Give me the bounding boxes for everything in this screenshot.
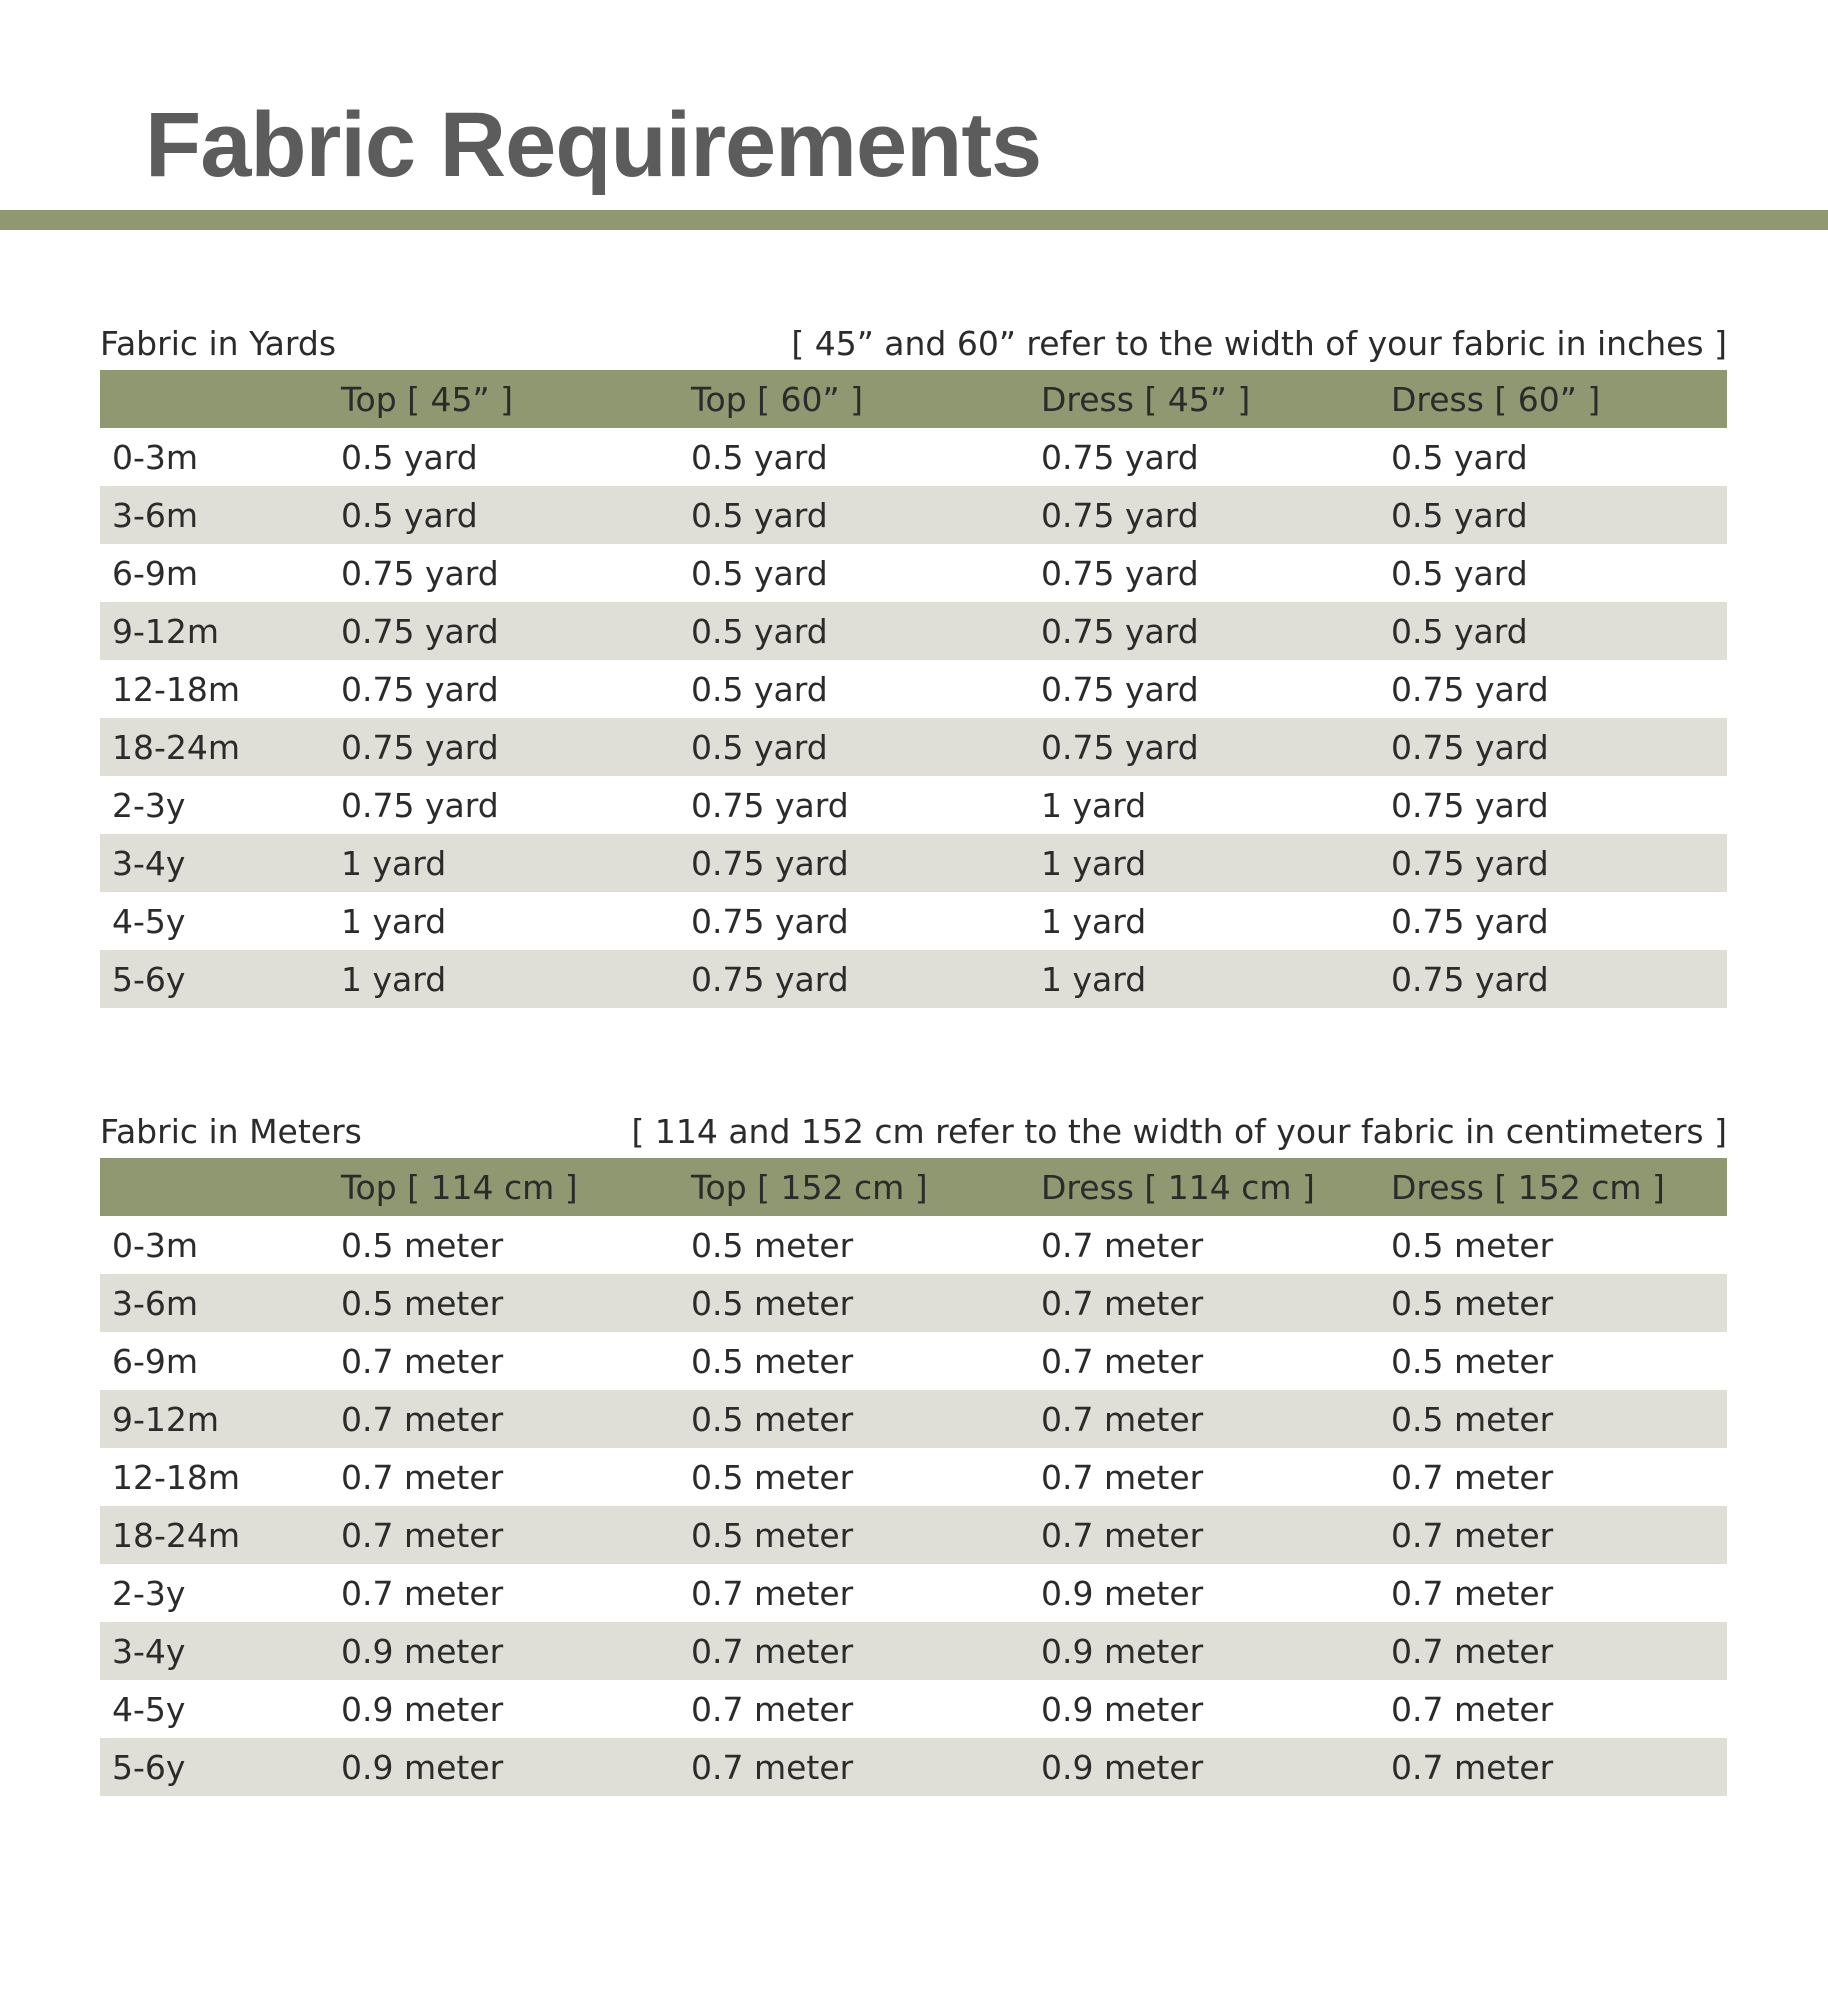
amount-cell: 0.75 yard <box>1041 611 1199 651</box>
size-cell: 3-4y <box>112 843 186 883</box>
size-column-header <box>100 370 341 428</box>
amount-cell: 0.9 meter <box>341 1747 504 1787</box>
amount-cell: 0.5 meter <box>691 1225 854 1265</box>
table-row <box>100 1680 1727 1738</box>
amount-cell: 0.7 meter <box>1391 1689 1554 1729</box>
column-header: Top [ 114 cm ] <box>341 1167 578 1207</box>
table-row <box>100 1506 1727 1564</box>
meters-table-label: Fabric in Meters <box>100 1112 362 1151</box>
amount-cell: 0.7 meter <box>341 1515 504 1555</box>
amount-cell: 0.5 meter <box>1391 1399 1554 1439</box>
amount-cell: 0.7 meter <box>1041 1457 1204 1497</box>
size-cell: 3-6m <box>112 1283 199 1323</box>
table-row <box>100 1274 1727 1332</box>
amount-cell: 0.5 meter <box>341 1283 504 1323</box>
amount-cell: 0.7 meter <box>1041 1341 1204 1381</box>
amount-cell: 0.5 yard <box>341 495 478 535</box>
column-header: Dress [ 152 cm ] <box>1391 1167 1665 1207</box>
amount-cell: 0.75 yard <box>1391 669 1549 709</box>
amount-cell: 0.7 meter <box>1391 1747 1554 1787</box>
amount-cell: 0.7 meter <box>691 1573 854 1613</box>
amount-cell: 0.9 meter <box>1041 1689 1204 1729</box>
yards-section <box>100 318 1727 1008</box>
amount-cell: 1 yard <box>1041 843 1147 883</box>
amount-cell: 0.75 yard <box>341 727 499 767</box>
table-row <box>100 718 1727 776</box>
meters-header-row <box>100 1158 1727 1216</box>
amount-cell: 0.5 meter <box>691 1341 854 1381</box>
column-header: Top [ 152 cm ] <box>691 1167 928 1207</box>
size-cell: 6-9m <box>112 553 199 593</box>
amount-cell: 0.5 meter <box>1391 1283 1554 1323</box>
size-cell: 12-18m <box>112 669 241 709</box>
yards-table <box>100 370 1727 1008</box>
amount-cell: 0.75 yard <box>691 959 849 999</box>
amount-cell: 0.9 meter <box>1041 1747 1204 1787</box>
amount-cell: 0.9 meter <box>1041 1573 1204 1613</box>
amount-cell: 0.5 yard <box>691 553 828 593</box>
amount-cell: 0.9 meter <box>1041 1631 1204 1671</box>
amount-cell: 0.5 yard <box>691 437 828 477</box>
amount-cell: 0.75 yard <box>1391 959 1549 999</box>
size-cell: 18-24m <box>112 727 241 767</box>
table-row <box>100 1622 1727 1680</box>
meters-section <box>100 1106 1727 1796</box>
size-cell: 0-3m <box>112 1225 199 1265</box>
amount-cell: 0.7 meter <box>1041 1283 1204 1323</box>
size-cell: 2-3y <box>112 785 186 825</box>
amount-cell: 0.7 meter <box>341 1341 504 1381</box>
amount-cell: 0.75 yard <box>341 785 499 825</box>
amount-cell: 0.75 yard <box>691 901 849 941</box>
amount-cell: 0.7 meter <box>691 1631 854 1671</box>
amount-cell: 0.75 yard <box>341 611 499 651</box>
amount-cell: 0.75 yard <box>1041 669 1199 709</box>
column-header: Top [ 60” ] <box>691 379 863 419</box>
yards-caption <box>100 318 1727 370</box>
column-header: Dress [ 114 cm ] <box>1041 1167 1315 1207</box>
size-cell: 12-18m <box>112 1457 241 1497</box>
table-row <box>100 1738 1727 1796</box>
table-row <box>100 834 1727 892</box>
size-cell: 4-5y <box>112 901 186 941</box>
amount-cell: 0.5 meter <box>691 1515 854 1555</box>
amount-cell: 0.5 yard <box>1391 437 1528 477</box>
amount-cell: 0.5 yard <box>1391 553 1528 593</box>
amount-cell: 0.9 meter <box>341 1631 504 1671</box>
amount-cell: 1 yard <box>1041 785 1147 825</box>
amount-cell: 0.75 yard <box>1041 727 1199 767</box>
amount-cell: 0.75 yard <box>691 785 849 825</box>
table-row <box>100 1332 1727 1390</box>
meters-width-note: [ 114 and 152 cm refer to the width of your fabric in centimeters ] <box>631 1112 1727 1151</box>
size-cell: 3-4y <box>112 1631 186 1671</box>
amount-cell: 0.5 meter <box>1391 1225 1554 1265</box>
table-row <box>100 892 1727 950</box>
table-row <box>100 660 1727 718</box>
table-row <box>100 486 1727 544</box>
amount-cell: 0.9 meter <box>341 1689 504 1729</box>
amount-cell: 0.7 meter <box>1391 1631 1554 1671</box>
amount-cell: 0.5 yard <box>691 669 828 709</box>
size-cell: 9-12m <box>112 611 220 651</box>
amount-cell: 0.5 yard <box>691 727 828 767</box>
amount-cell: 0.7 meter <box>1041 1515 1204 1555</box>
size-cell: 5-6y <box>112 1747 186 1787</box>
amount-cell: 0.7 meter <box>1041 1225 1204 1265</box>
amount-cell: 0.75 yard <box>1041 553 1199 593</box>
size-cell: 18-24m <box>112 1515 241 1555</box>
size-cell: 2-3y <box>112 1573 186 1613</box>
amount-cell: 0.7 meter <box>1391 1573 1554 1613</box>
amount-cell: 0.75 yard <box>1391 843 1549 883</box>
yards-header-row <box>100 370 1727 428</box>
amount-cell: 0.5 yard <box>691 495 828 535</box>
amount-cell: 0.7 meter <box>1391 1515 1554 1555</box>
yards-table-label: Fabric in Yards <box>100 324 337 363</box>
title-divider <box>0 210 1828 230</box>
page-title: Fabric Requirements <box>145 94 1042 196</box>
amount-cell: 0.7 meter <box>341 1573 504 1613</box>
size-cell: 4-5y <box>112 1689 186 1729</box>
amount-cell: 0.75 yard <box>691 843 849 883</box>
amount-cell: 0.5 meter <box>341 1225 504 1265</box>
amount-cell: 0.5 meter <box>1391 1341 1554 1381</box>
amount-cell: 0.5 yard <box>1391 611 1528 651</box>
size-cell: 3-6m <box>112 495 199 535</box>
amount-cell: 0.5 meter <box>691 1399 854 1439</box>
size-cell: 6-9m <box>112 1341 199 1381</box>
column-header: Top [ 45” ] <box>341 379 513 419</box>
amount-cell: 0.7 meter <box>341 1457 504 1497</box>
amount-cell: 0.75 yard <box>1391 785 1549 825</box>
amount-cell: 0.75 yard <box>1391 727 1549 767</box>
amount-cell: 0.75 yard <box>341 669 499 709</box>
table-row <box>100 602 1727 660</box>
size-cell: 9-12m <box>112 1399 220 1439</box>
amount-cell: 0.7 meter <box>691 1747 854 1787</box>
table-row <box>100 950 1727 1008</box>
amount-cell: 0.7 meter <box>341 1399 504 1439</box>
amount-cell: 0.75 yard <box>1391 901 1549 941</box>
amount-cell: 1 yard <box>1041 901 1147 941</box>
amount-cell: 0.75 yard <box>341 553 499 593</box>
table-row <box>100 1216 1727 1274</box>
column-header: Dress [ 45” ] <box>1041 379 1251 419</box>
table-row <box>100 776 1727 834</box>
amount-cell: 1 yard <box>341 843 447 883</box>
amount-cell: 0.75 yard <box>1041 437 1199 477</box>
amount-cell: 0.7 meter <box>1041 1399 1204 1439</box>
amount-cell: 1 yard <box>1041 959 1147 999</box>
size-cell: 0-3m <box>112 437 199 477</box>
table-row <box>100 428 1727 486</box>
table-row <box>100 544 1727 602</box>
amount-cell: 1 yard <box>341 959 447 999</box>
yards-width-note: [ 45” and 60” refer to the width of your fabric in inches ] <box>791 324 1727 363</box>
amount-cell: 0.5 yard <box>341 437 478 477</box>
amount-cell: 0.5 meter <box>691 1283 854 1323</box>
meters-caption <box>100 1106 1727 1158</box>
table-row <box>100 1564 1727 1622</box>
amount-cell: 0.5 meter <box>691 1457 854 1497</box>
amount-cell: 0.75 yard <box>1041 495 1199 535</box>
meters-table <box>100 1158 1727 1796</box>
column-header: Dress [ 60” ] <box>1391 379 1601 419</box>
table-row <box>100 1448 1727 1506</box>
size-column-header <box>100 1158 341 1216</box>
amount-cell: 0.7 meter <box>1391 1457 1554 1497</box>
size-cell: 5-6y <box>112 959 186 999</box>
table-row <box>100 1390 1727 1448</box>
amount-cell: 0.7 meter <box>691 1689 854 1729</box>
amount-cell: 0.5 yard <box>1391 495 1528 535</box>
amount-cell: 1 yard <box>341 901 447 941</box>
amount-cell: 0.5 yard <box>691 611 828 651</box>
